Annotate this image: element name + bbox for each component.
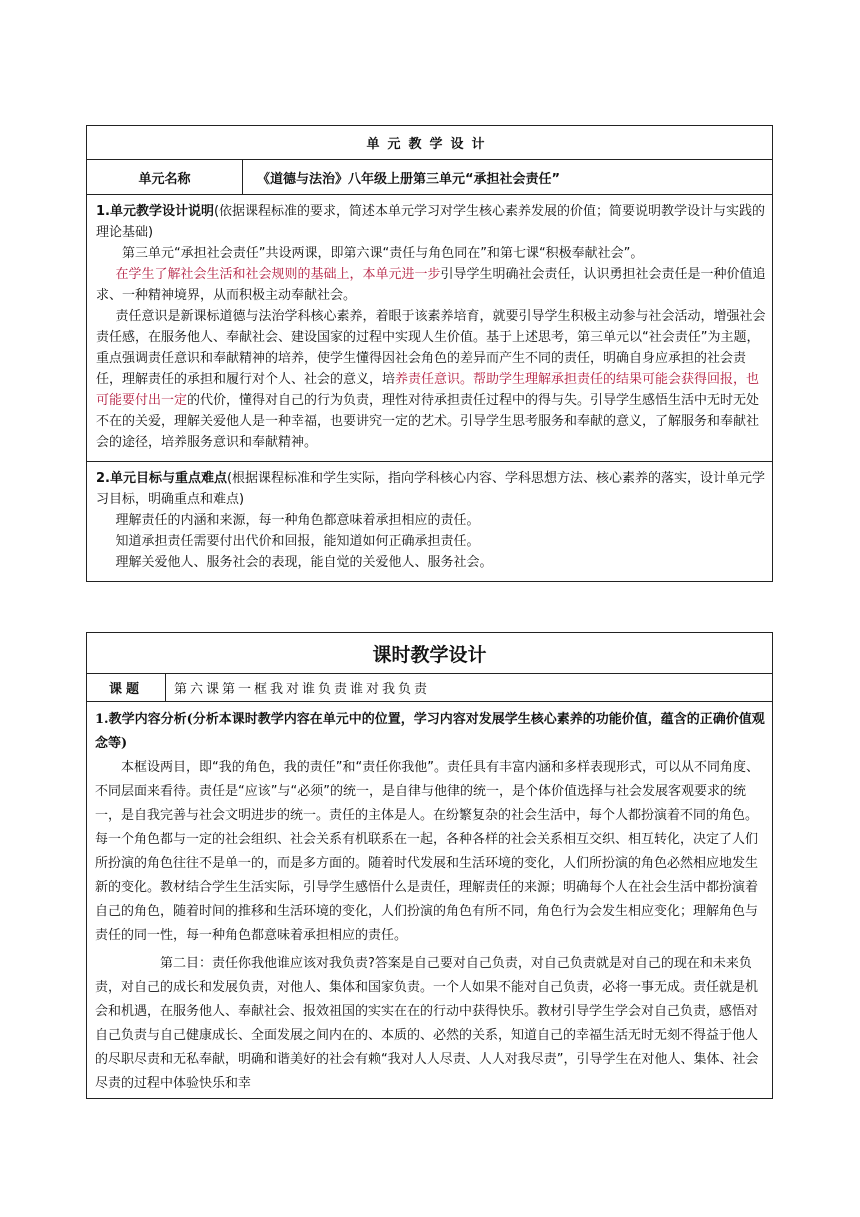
highlighted-text: 在学生了解社会生活和社会规则的基础上，本单元进一步 (115, 267, 441, 282)
section-heading-note: (根据课程标准和学生实际，指向学科核心内容、学科思想方法、核心素养的落实，设计单元学习目标，明确重点和难点) (96, 471, 766, 507)
paragraph (96, 264, 766, 306)
paragraph-text: 的代价，懂得对自己的行为负责，理性对待承担责任过程中的得与失。引导学生感悟生活中无时无处不在的关爱，理解关爱他人是一种幸福，也要讲究一定的艺术。引导学生思考服务和奉献的意义，了解服务和奉献社会的途径，培养服务意识和奉献精神。 (96, 393, 760, 450)
topic-value: 第六课第一框我对谁负责谁对我负责 (166, 674, 773, 702)
paragraph (96, 306, 766, 453)
section-heading-bold: 1.教学内容分析(分析本课时教学内容在单元中的位置，学习内容对发展学生核心素养的功能价值，蕴含的正确价值观念等) (95, 712, 765, 751)
paragraph: 第三单元“承担社会责任”共设两课，即第六课“责任与角色同在”和第七课“积极奉献社会”。 (122, 246, 644, 261)
section-heading (96, 201, 766, 243)
goal-item: 知道承担责任需要付出代价和回报，能知道如何正确承担责任。 (115, 534, 480, 549)
goal-item: 理解责任的内涵和来源，每一种角色都意味着承担相应的责任。 (115, 513, 480, 528)
highlighted-text: 养责任意识。帮助学生理解承担责任的结果可能会获得回报，也可能要付出一定 (96, 372, 760, 408)
goal-item: 理解关爱他人、服务社会的表现，能自觉的关爱他人、服务社会。 (115, 555, 493, 570)
section-heading-note: (依据课程标准的要求，简述本单元学习对学生核心素养发展的价值；简要说明教学设计与实践的理论基础) (96, 204, 766, 240)
lesson-table-title: 课时教学设计 (87, 633, 773, 674)
section-heading (96, 468, 766, 510)
unit-design-explanation (87, 195, 773, 462)
unit-design-table (86, 125, 773, 582)
content-analysis-cell (87, 702, 773, 1099)
unit-name-label: 单元名称 (87, 160, 243, 195)
lesson-design-table (86, 632, 773, 1099)
paragraph-text: 责任意识是新课标道德与法治学科核心素养，着眼于该素养培育，就要引导学生积极主动参与社会活动，增强社会责任感，在服务他人、奉献社会、建设国家的过程中实现人生价值。基于上述思考，第三单元以“社会责任”为主题，重点强调责任意识和奉献精神的培养，使学生懂得因社会角色的差异而产生不同的责任，明确自身应承担的社会责任，理解责任的承担和履行对个人、社会的意义，培 (96, 309, 766, 387)
paragraph: 第二目：责任你我他谁应该对我负责?答案是自己要对自己负责，对自己负责就是对自己的现在和未来负责，对自己的成长和发展负责，对他人、集体和国家负责。一个人如果不能对自己负责，必将一事无成。责任就是机会和机遇，在服务他人、奉献社会、报效祖国的实实在在的行动中获得快乐。教材引导学生学会对自己负责，感悟对自己负责与自己健康成长、全面发展之间内在的、本质的、必然的关系，知道自己的幸福生活无时无刻不得益于他人的尽职尽责和无私奉献，明确和谐美好的社会有赖“我对人人尽责、人人对我尽责”，引导学生在对他人、集体、社会尽责的过程中体验快乐和幸 (95, 956, 759, 1091)
paragraph-text: 引导学生明确社会责任，认识勇担社会责任是一种价值追求、一种精神境界，从而积极主动奉献社会。 (96, 267, 766, 303)
topic-label: 课题 (87, 674, 166, 702)
section-heading-bold: 2.单元目标与重点难点 (96, 471, 227, 486)
unit-name-value: 《道德与法治》八年级上册第三单元“承担社会责任” (243, 160, 773, 195)
content-analysis-section (87, 702, 772, 1098)
section-heading (95, 708, 768, 756)
unit-goals-section (87, 462, 773, 582)
paragraph: 本框设两目，即“我的角色，我的责任”和“责任你我他”。责任具有丰富内涵和多样表现形式，可以从不同角度、不同层面来看待。责任是“应该”与“必须”的统一，是自律与他律的统一，是个体价值选择与社会发展客观要求的统一，是自我完善与社会文明进步的统一。责任的主体是人。在纷繁复杂的社会生活中，每个人都扮演着不同的角色。每一个角色都与一定的社会组织、社会关系有机联系在一起，各种各样的社会关系相互交织、相互转化，决定了人们所扮演的角色往往不是单一的，而是多方面的。随着时代发展和生活环境的变化，人们所扮演的角色必然相应地发生新的变化。教材结合学生生活实际，引导学生感悟什么是责任，理解责任的来源；明确每个人在社会生活中都扮演着自己的角色，随着时间的推移和生活环境的变化，人们扮演的角色有所不同，角色行为会发生相应变化；理解角色与责任的同一性，每一种角色都意味着承担相应的责任。 (95, 760, 759, 943)
section-heading-bold: 1.单元教学设计说明 (96, 204, 214, 219)
unit-table-title: 单元教学设计 (87, 126, 773, 160)
